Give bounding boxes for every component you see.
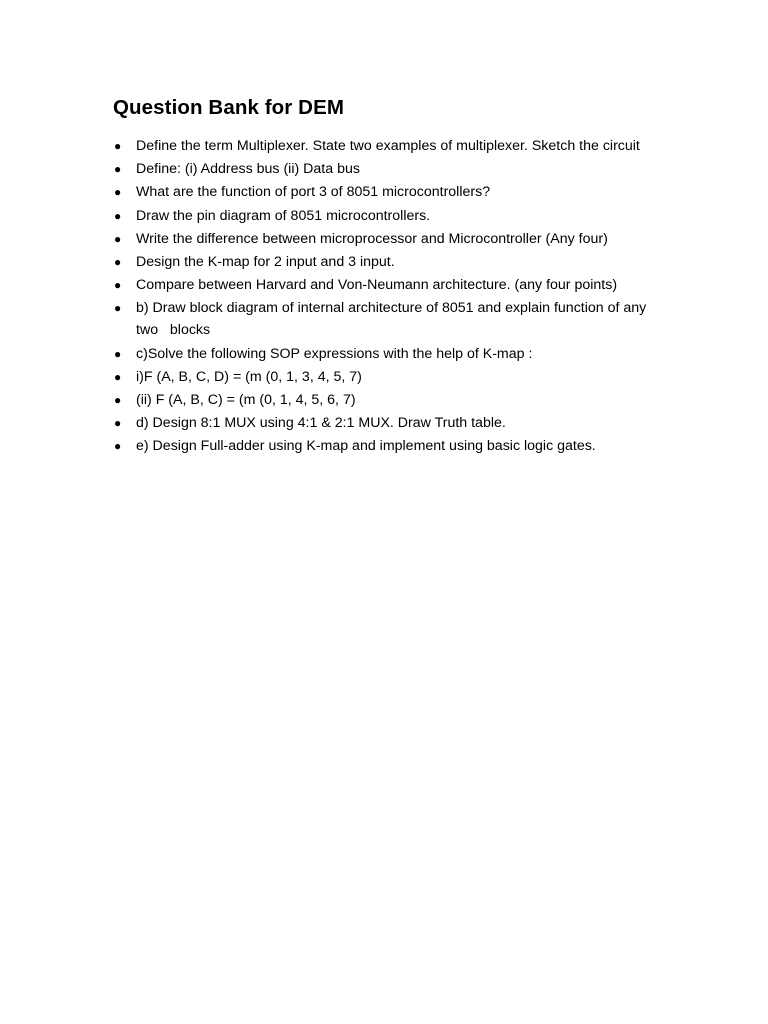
bullet-icon: ● — [114, 301, 122, 316]
question-text: Compare between Harvard and Von-Neumann architecture. (any four points) — [136, 277, 618, 294]
question-text: Draw the pin diagram of 8051 microcontrollers. — [136, 207, 431, 224]
list-item — [113, 343, 668, 365]
bullet-icon: ● — [114, 254, 122, 269]
bullet-icon: ● — [114, 369, 122, 384]
list-item — [113, 389, 668, 411]
question-text: Write the difference between microprocessor and Microcontroller (Any four) — [136, 230, 608, 247]
list-item — [113, 297, 668, 341]
question-text: Define: (i) Address bus (ii) Data bus — [136, 161, 360, 178]
bullet-icon: ● — [114, 231, 122, 246]
list-item — [113, 412, 668, 434]
list-item — [113, 366, 668, 388]
list-item — [113, 181, 668, 203]
question-text: (ii) F (A, B, C) = (m (0, 1, 4, 5, 6, 7) — [136, 391, 356, 408]
list-item — [113, 158, 668, 180]
question-text: d) Design 8:1 MUX using 4:1 & 2:1 MUX. Draw Truth table. — [136, 415, 506, 432]
bullet-icon: ● — [114, 139, 122, 153]
list-item — [113, 228, 668, 250]
question-text: Define the term Multiplexer. State two examples of multiplexer. Sketch the circuit — [136, 138, 640, 154]
list-item — [113, 135, 668, 157]
question-text: e) Design Full-adder using K-map and implement using basic logic gates. — [136, 438, 596, 455]
question-text: b) Draw block diagram of internal architecture of 8051 and explain function of any two blocks — [136, 300, 651, 339]
question-list — [113, 135, 668, 458]
bullet-icon: ● — [114, 346, 122, 361]
bullet-icon: ● — [114, 439, 122, 454]
list-item — [113, 205, 668, 227]
bullet-icon: ● — [114, 416, 122, 431]
question-text: What are the function of port 3 of 8051 microcontrollers? — [136, 184, 491, 201]
bullet-icon: ● — [114, 185, 122, 200]
bullet-icon: ● — [114, 162, 122, 177]
bullet-icon: ● — [114, 392, 122, 407]
bullet-icon: ● — [114, 208, 122, 223]
list-item — [113, 435, 668, 457]
question-text: c)Solve the following SOP expressions with the help of K-map : — [136, 345, 533, 362]
bullet-icon: ● — [114, 278, 122, 293]
question-text: i)F (A, B, C, D) = (m (0, 1, 3, 4, 5, 7) — [136, 368, 362, 385]
list-item — [113, 274, 668, 296]
question-text: Design the K-map for 2 input and 3 input. — [136, 253, 395, 270]
list-item — [113, 251, 668, 273]
page-title: Question Bank for DEM — [113, 96, 345, 119]
